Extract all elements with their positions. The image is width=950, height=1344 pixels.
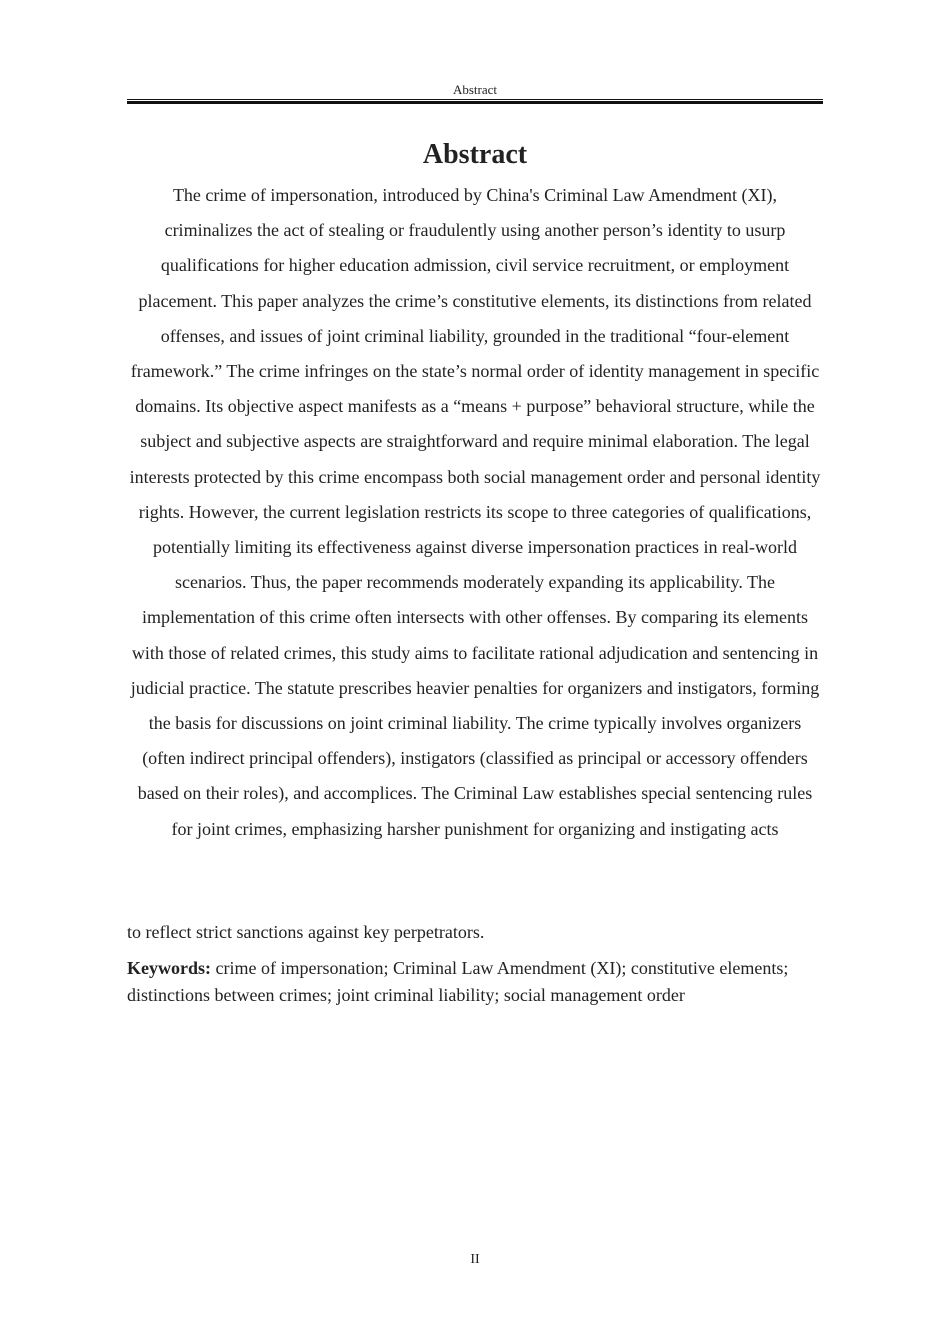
keywords-text: crime of impersonation; Criminal Law Amendment (XI); constitutive elements; distinctions between crimes; joint criminal liability; social management order <box>127 958 789 1005</box>
header-double-rule <box>127 99 823 104</box>
abstract-tail-line: to reflect strict sanctions against key perpetrators. <box>127 922 485 942</box>
keywords-label: Keywords: <box>127 958 211 978</box>
running-header: Abstract <box>452 82 498 97</box>
keywords-paragraph <box>127 955 823 1009</box>
abstract-heading: Abstract <box>422 139 528 170</box>
page-number: II <box>470 1252 480 1267</box>
abstract-body: The crime of impersonation, introduced by China's Criminal Law Amendment (XI), criminalizes the act of stealing or fraudulently using another person’s identity to usurp qualifications for higher education admission, civil service recruitment, or employment placement. This paper analyzes the crime’s constitutive elements, its distinctions from related offenses, and issues of joint criminal liability, grounded in the traditional “four-element framework.” The crime infringes on the state’s normal order of identity management in specific domains. Its objective aspect manifests as a “means + purpose” behavioral structure, while the subject and subjective aspects are straightforward and require minimal elaboration. The legal interests protected by this crime encompass both social management order and personal identity rights. However, the current legislation restricts its scope to three categories of qualifications, potentially limiting its effectiveness against diverse impersonation practices in real-world scenarios. Thus, the paper recommends moderately expanding its applicability. The implementation of this crime often intersects with other offenses. By comparing its elements with those of related crimes, this study aims to facilitate rational adjudication and sentencing in judicial practice. The statute prescribes heavier penalties for organizers and instigators, forming the basis for discussions on joint criminal liability. The crime typically involves organizers (often indirect principal offenders), instigators (classified as principal or accessory offenders based on their roles), and accomplices. The Criminal Law establishes special sentencing rules for joint crimes, emphasizing harsher punishment for organizing and instigating acts <box>129 185 821 839</box>
